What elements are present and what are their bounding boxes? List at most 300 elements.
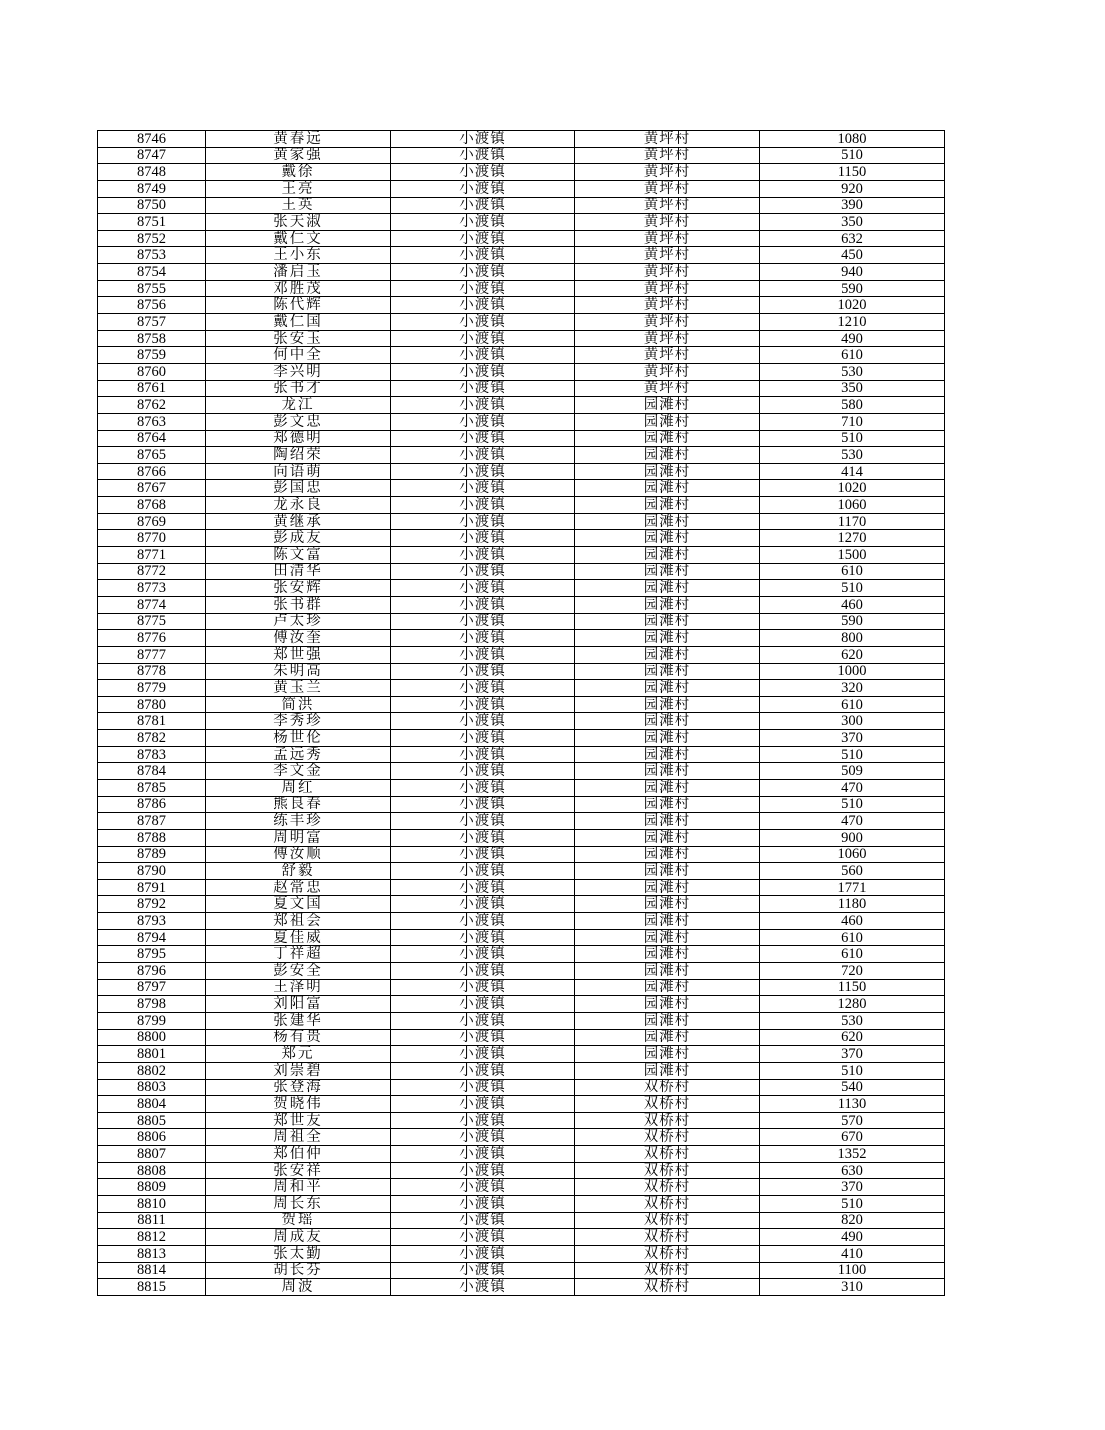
town-cell: 小渡镇 bbox=[391, 563, 575, 580]
person-name-cell: 杨世伦 bbox=[206, 730, 391, 747]
amount-cell: 920 bbox=[760, 180, 945, 197]
record-number-cell: 8789 bbox=[98, 846, 206, 863]
village-cell: 园滩村 bbox=[575, 979, 760, 996]
amount-cell: 610 bbox=[760, 946, 945, 963]
table-row bbox=[98, 197, 945, 214]
record-number-cell: 8792 bbox=[98, 896, 206, 913]
table-row bbox=[98, 680, 945, 697]
village-cell: 园滩村 bbox=[575, 447, 760, 464]
data-table bbox=[97, 130, 945, 1296]
amount-cell: 670 bbox=[760, 1129, 945, 1146]
record-number-cell: 8788 bbox=[98, 829, 206, 846]
amount-cell: 610 bbox=[760, 563, 945, 580]
town-cell: 小渡镇 bbox=[391, 963, 575, 980]
table-row bbox=[98, 1229, 945, 1246]
village-cell: 黄坪村 bbox=[575, 347, 760, 364]
person-name-cell: 夏佳威 bbox=[206, 929, 391, 946]
village-cell: 园滩村 bbox=[575, 1062, 760, 1079]
village-cell: 园滩村 bbox=[575, 779, 760, 796]
amount-cell: 530 bbox=[760, 447, 945, 464]
town-cell: 小渡镇 bbox=[391, 314, 575, 331]
record-number-cell: 8760 bbox=[98, 363, 206, 380]
village-cell: 双桥村 bbox=[575, 1279, 760, 1296]
village-cell: 园滩村 bbox=[575, 763, 760, 780]
record-number-cell: 8806 bbox=[98, 1129, 206, 1146]
table-row bbox=[98, 363, 945, 380]
village-cell: 双桥村 bbox=[575, 1179, 760, 1196]
amount-cell: 610 bbox=[760, 696, 945, 713]
record-number-cell: 8797 bbox=[98, 979, 206, 996]
record-number-cell: 8759 bbox=[98, 347, 206, 364]
person-name-cell: 胡长芬 bbox=[206, 1262, 391, 1279]
town-cell: 小渡镇 bbox=[391, 713, 575, 730]
record-number-cell: 8801 bbox=[98, 1046, 206, 1063]
person-name-cell: 王英 bbox=[206, 197, 391, 214]
record-number-cell: 8774 bbox=[98, 596, 206, 613]
person-name-cell: 李兴明 bbox=[206, 363, 391, 380]
amount-cell: 590 bbox=[760, 280, 945, 297]
person-name-cell: 熊良春 bbox=[206, 796, 391, 813]
amount-cell: 1060 bbox=[760, 846, 945, 863]
table-row bbox=[98, 330, 945, 347]
village-cell: 黄坪村 bbox=[575, 264, 760, 281]
town-cell: 小渡镇 bbox=[391, 1262, 575, 1279]
record-number-cell: 8767 bbox=[98, 480, 206, 497]
village-cell: 园滩村 bbox=[575, 463, 760, 480]
amount-cell: 510 bbox=[760, 580, 945, 597]
person-name-cell: 戴徐 bbox=[206, 164, 391, 181]
amount-cell: 1130 bbox=[760, 1096, 945, 1113]
record-number-cell: 8770 bbox=[98, 530, 206, 547]
record-number-cell: 8808 bbox=[98, 1162, 206, 1179]
person-name-cell: 练丰珍 bbox=[206, 813, 391, 830]
town-cell: 小渡镇 bbox=[391, 280, 575, 297]
record-number-cell: 8809 bbox=[98, 1179, 206, 1196]
amount-cell: 490 bbox=[760, 1229, 945, 1246]
town-cell: 小渡镇 bbox=[391, 863, 575, 880]
person-name-cell: 龙江 bbox=[206, 397, 391, 414]
record-number-cell: 8750 bbox=[98, 197, 206, 214]
record-number-cell: 8761 bbox=[98, 380, 206, 397]
table-row bbox=[98, 796, 945, 813]
town-cell: 小渡镇 bbox=[391, 1229, 575, 1246]
table-row bbox=[98, 1212, 945, 1229]
person-name-cell: 黄家强 bbox=[206, 147, 391, 164]
record-number-cell: 8747 bbox=[98, 147, 206, 164]
person-name-cell: 贺晓伟 bbox=[206, 1096, 391, 1113]
table-row bbox=[98, 413, 945, 430]
village-cell: 园滩村 bbox=[575, 497, 760, 514]
person-name-cell: 舒毅 bbox=[206, 863, 391, 880]
person-name-cell: 李秀珍 bbox=[206, 713, 391, 730]
town-cell: 小渡镇 bbox=[391, 730, 575, 747]
table-body bbox=[98, 131, 945, 1296]
town-cell: 小渡镇 bbox=[391, 363, 575, 380]
record-number-cell: 8781 bbox=[98, 713, 206, 730]
town-cell: 小渡镇 bbox=[391, 580, 575, 597]
record-number-cell: 8756 bbox=[98, 297, 206, 314]
town-cell: 小渡镇 bbox=[391, 946, 575, 963]
table-row bbox=[98, 663, 945, 680]
town-cell: 小渡镇 bbox=[391, 1096, 575, 1113]
town-cell: 小渡镇 bbox=[391, 763, 575, 780]
table-row bbox=[98, 1279, 945, 1296]
table-row bbox=[98, 180, 945, 197]
village-cell: 园滩村 bbox=[575, 580, 760, 597]
town-cell: 小渡镇 bbox=[391, 197, 575, 214]
amount-cell: 350 bbox=[760, 380, 945, 397]
person-name-cell: 丁祥超 bbox=[206, 946, 391, 963]
table-row bbox=[98, 1046, 945, 1063]
table-row bbox=[98, 1196, 945, 1213]
amount-cell: 1352 bbox=[760, 1146, 945, 1163]
amount-cell: 1270 bbox=[760, 530, 945, 547]
record-number-cell: 8790 bbox=[98, 863, 206, 880]
town-cell: 小渡镇 bbox=[391, 447, 575, 464]
record-number-cell: 8795 bbox=[98, 946, 206, 963]
town-cell: 小渡镇 bbox=[391, 463, 575, 480]
town-cell: 小渡镇 bbox=[391, 913, 575, 930]
village-cell: 黄坪村 bbox=[575, 380, 760, 397]
record-number-cell: 8803 bbox=[98, 1079, 206, 1096]
table-row bbox=[98, 1262, 945, 1279]
amount-cell: 1150 bbox=[760, 164, 945, 181]
record-number-cell: 8785 bbox=[98, 779, 206, 796]
village-cell: 园滩村 bbox=[575, 596, 760, 613]
town-cell: 小渡镇 bbox=[391, 1029, 575, 1046]
record-number-cell: 8814 bbox=[98, 1262, 206, 1279]
amount-cell: 710 bbox=[760, 413, 945, 430]
amount-cell: 450 bbox=[760, 247, 945, 264]
village-cell: 黄坪村 bbox=[575, 180, 760, 197]
person-name-cell: 傅汝奎 bbox=[206, 630, 391, 647]
record-number-cell: 8800 bbox=[98, 1029, 206, 1046]
table-row bbox=[98, 563, 945, 580]
table-row bbox=[98, 879, 945, 896]
person-name-cell: 张太勤 bbox=[206, 1245, 391, 1262]
amount-cell: 540 bbox=[760, 1079, 945, 1096]
record-number-cell: 8764 bbox=[98, 430, 206, 447]
person-name-cell: 张书群 bbox=[206, 596, 391, 613]
person-name-cell: 潘启玉 bbox=[206, 264, 391, 281]
table-row bbox=[98, 1146, 945, 1163]
town-cell: 小渡镇 bbox=[391, 1179, 575, 1196]
person-name-cell: 张安玉 bbox=[206, 330, 391, 347]
person-name-cell: 刘阳富 bbox=[206, 996, 391, 1013]
town-cell: 小渡镇 bbox=[391, 979, 575, 996]
town-cell: 小渡镇 bbox=[391, 813, 575, 830]
village-cell: 园滩村 bbox=[575, 1012, 760, 1029]
person-name-cell: 傅汝顺 bbox=[206, 846, 391, 863]
amount-cell: 350 bbox=[760, 214, 945, 231]
person-name-cell: 郑伯仲 bbox=[206, 1146, 391, 1163]
village-cell: 双桥村 bbox=[575, 1212, 760, 1229]
record-number-cell: 8763 bbox=[98, 413, 206, 430]
record-number-cell: 8791 bbox=[98, 879, 206, 896]
amount-cell: 610 bbox=[760, 347, 945, 364]
village-cell: 园滩村 bbox=[575, 1029, 760, 1046]
village-cell: 双桥村 bbox=[575, 1112, 760, 1129]
record-number-cell: 8796 bbox=[98, 963, 206, 980]
village-cell: 园滩村 bbox=[575, 513, 760, 530]
amount-cell: 530 bbox=[760, 363, 945, 380]
person-name-cell: 黄继承 bbox=[206, 513, 391, 530]
village-cell: 双桥村 bbox=[575, 1196, 760, 1213]
village-cell: 园滩村 bbox=[575, 646, 760, 663]
town-cell: 小渡镇 bbox=[391, 1129, 575, 1146]
person-name-cell: 周长东 bbox=[206, 1196, 391, 1213]
table-row bbox=[98, 763, 945, 780]
record-number-cell: 8771 bbox=[98, 547, 206, 564]
person-name-cell: 朱明高 bbox=[206, 663, 391, 680]
table-row bbox=[98, 230, 945, 247]
town-cell: 小渡镇 bbox=[391, 1212, 575, 1229]
town-cell: 小渡镇 bbox=[391, 1196, 575, 1213]
table-row bbox=[98, 1245, 945, 1262]
amount-cell: 580 bbox=[760, 397, 945, 414]
table-row bbox=[98, 397, 945, 414]
person-name-cell: 田清华 bbox=[206, 563, 391, 580]
record-number-cell: 8787 bbox=[98, 813, 206, 830]
amount-cell: 800 bbox=[760, 630, 945, 647]
amount-cell: 1210 bbox=[760, 314, 945, 331]
amount-cell: 460 bbox=[760, 913, 945, 930]
person-name-cell: 张书才 bbox=[206, 380, 391, 397]
village-cell: 双桥村 bbox=[575, 1079, 760, 1096]
person-name-cell: 戴仁文 bbox=[206, 230, 391, 247]
person-name-cell: 周祖全 bbox=[206, 1129, 391, 1146]
record-number-cell: 8782 bbox=[98, 730, 206, 747]
table-row bbox=[98, 713, 945, 730]
amount-cell: 940 bbox=[760, 264, 945, 281]
amount-cell: 510 bbox=[760, 796, 945, 813]
table-row bbox=[98, 963, 945, 980]
record-number-cell: 8753 bbox=[98, 247, 206, 264]
table-row bbox=[98, 996, 945, 1013]
record-number-cell: 8751 bbox=[98, 214, 206, 231]
record-number-cell: 8776 bbox=[98, 630, 206, 647]
village-cell: 园滩村 bbox=[575, 630, 760, 647]
village-cell: 园滩村 bbox=[575, 796, 760, 813]
town-cell: 小渡镇 bbox=[391, 147, 575, 164]
table-row bbox=[98, 131, 945, 148]
record-number-cell: 8757 bbox=[98, 314, 206, 331]
amount-cell: 530 bbox=[760, 1012, 945, 1029]
record-number-cell: 8804 bbox=[98, 1096, 206, 1113]
town-cell: 小渡镇 bbox=[391, 630, 575, 647]
amount-cell: 1080 bbox=[760, 131, 945, 148]
record-number-cell: 8815 bbox=[98, 1279, 206, 1296]
amount-cell: 590 bbox=[760, 613, 945, 630]
table-row bbox=[98, 463, 945, 480]
village-cell: 双桥村 bbox=[575, 1262, 760, 1279]
record-number-cell: 8799 bbox=[98, 1012, 206, 1029]
table-row bbox=[98, 513, 945, 530]
person-name-cell: 郑德明 bbox=[206, 430, 391, 447]
record-number-cell: 8749 bbox=[98, 180, 206, 197]
village-cell: 黄坪村 bbox=[575, 314, 760, 331]
record-number-cell: 8772 bbox=[98, 563, 206, 580]
village-cell: 黄坪村 bbox=[575, 297, 760, 314]
record-number-cell: 8775 bbox=[98, 613, 206, 630]
table-row bbox=[98, 1129, 945, 1146]
amount-cell: 1020 bbox=[760, 297, 945, 314]
village-cell: 园滩村 bbox=[575, 846, 760, 863]
amount-cell: 610 bbox=[760, 929, 945, 946]
record-number-cell: 8765 bbox=[98, 447, 206, 464]
amount-cell: 460 bbox=[760, 596, 945, 613]
town-cell: 小渡镇 bbox=[391, 896, 575, 913]
record-number-cell: 8758 bbox=[98, 330, 206, 347]
record-number-cell: 8773 bbox=[98, 580, 206, 597]
town-cell: 小渡镇 bbox=[391, 996, 575, 1013]
record-number-cell: 8811 bbox=[98, 1212, 206, 1229]
person-name-cell: 郑祖会 bbox=[206, 913, 391, 930]
person-name-cell: 陶绍荣 bbox=[206, 447, 391, 464]
table-row bbox=[98, 530, 945, 547]
table-row bbox=[98, 846, 945, 863]
table-row bbox=[98, 264, 945, 281]
village-cell: 园滩村 bbox=[575, 746, 760, 763]
person-name-cell: 周波 bbox=[206, 1279, 391, 1296]
village-cell: 黄坪村 bbox=[575, 280, 760, 297]
amount-cell: 490 bbox=[760, 330, 945, 347]
village-cell: 园滩村 bbox=[575, 563, 760, 580]
village-cell: 黄坪村 bbox=[575, 197, 760, 214]
town-cell: 小渡镇 bbox=[391, 247, 575, 264]
record-number-cell: 8754 bbox=[98, 264, 206, 281]
record-number-cell: 8783 bbox=[98, 746, 206, 763]
person-name-cell: 向语萌 bbox=[206, 463, 391, 480]
village-cell: 园滩村 bbox=[575, 946, 760, 963]
person-name-cell: 张建华 bbox=[206, 1012, 391, 1029]
record-number-cell: 8780 bbox=[98, 696, 206, 713]
person-name-cell: 戴仁国 bbox=[206, 314, 391, 331]
person-name-cell: 彭文忠 bbox=[206, 413, 391, 430]
village-cell: 黄坪村 bbox=[575, 164, 760, 181]
person-name-cell: 刘崇碧 bbox=[206, 1062, 391, 1079]
record-number-cell: 8779 bbox=[98, 680, 206, 697]
table-row bbox=[98, 1029, 945, 1046]
table-row bbox=[98, 596, 945, 613]
village-cell: 园滩村 bbox=[575, 696, 760, 713]
table-row bbox=[98, 746, 945, 763]
village-cell: 园滩村 bbox=[575, 1046, 760, 1063]
town-cell: 小渡镇 bbox=[391, 480, 575, 497]
table-row bbox=[98, 314, 945, 331]
town-cell: 小渡镇 bbox=[391, 413, 575, 430]
town-cell: 小渡镇 bbox=[391, 1279, 575, 1296]
amount-cell: 370 bbox=[760, 1046, 945, 1063]
village-cell: 黄坪村 bbox=[575, 214, 760, 231]
record-number-cell: 8784 bbox=[98, 763, 206, 780]
town-cell: 小渡镇 bbox=[391, 879, 575, 896]
village-cell: 园滩村 bbox=[575, 813, 760, 830]
amount-cell: 509 bbox=[760, 763, 945, 780]
village-cell: 黄坪村 bbox=[575, 330, 760, 347]
town-cell: 小渡镇 bbox=[391, 397, 575, 414]
town-cell: 小渡镇 bbox=[391, 1079, 575, 1096]
record-number-cell: 8777 bbox=[98, 646, 206, 663]
person-name-cell: 赵常忠 bbox=[206, 879, 391, 896]
amount-cell: 1500 bbox=[760, 547, 945, 564]
person-name-cell: 张安辉 bbox=[206, 580, 391, 597]
table-row bbox=[98, 164, 945, 181]
town-cell: 小渡镇 bbox=[391, 380, 575, 397]
village-cell: 黄坪村 bbox=[575, 230, 760, 247]
village-cell: 园滩村 bbox=[575, 413, 760, 430]
village-cell: 园滩村 bbox=[575, 863, 760, 880]
person-name-cell: 简洪 bbox=[206, 696, 391, 713]
village-cell: 黄坪村 bbox=[575, 247, 760, 264]
amount-cell: 1020 bbox=[760, 480, 945, 497]
table-row bbox=[98, 430, 945, 447]
table-row bbox=[98, 630, 945, 647]
table-row bbox=[98, 380, 945, 397]
table-row bbox=[98, 580, 945, 597]
record-number-cell: 8755 bbox=[98, 280, 206, 297]
amount-cell: 510 bbox=[760, 1196, 945, 1213]
village-cell: 园滩村 bbox=[575, 680, 760, 697]
amount-cell: 310 bbox=[760, 1279, 945, 1296]
town-cell: 小渡镇 bbox=[391, 297, 575, 314]
person-name-cell: 张天淑 bbox=[206, 214, 391, 231]
amount-cell: 1180 bbox=[760, 896, 945, 913]
town-cell: 小渡镇 bbox=[391, 230, 575, 247]
amount-cell: 620 bbox=[760, 646, 945, 663]
record-number-cell: 8802 bbox=[98, 1062, 206, 1079]
amount-cell: 820 bbox=[760, 1212, 945, 1229]
record-number-cell: 8793 bbox=[98, 913, 206, 930]
record-number-cell: 8766 bbox=[98, 463, 206, 480]
table-row bbox=[98, 480, 945, 497]
table-row bbox=[98, 929, 945, 946]
record-number-cell: 8794 bbox=[98, 929, 206, 946]
amount-cell: 720 bbox=[760, 963, 945, 980]
town-cell: 小渡镇 bbox=[391, 1012, 575, 1029]
person-name-cell: 郑世友 bbox=[206, 1112, 391, 1129]
person-name-cell: 彭安全 bbox=[206, 963, 391, 980]
town-cell: 小渡镇 bbox=[391, 1245, 575, 1262]
record-number-cell: 8769 bbox=[98, 513, 206, 530]
person-name-cell: 王泽明 bbox=[206, 979, 391, 996]
amount-cell: 510 bbox=[760, 746, 945, 763]
person-name-cell: 周和平 bbox=[206, 1179, 391, 1196]
town-cell: 小渡镇 bbox=[391, 779, 575, 796]
record-number-cell: 8813 bbox=[98, 1245, 206, 1262]
town-cell: 小渡镇 bbox=[391, 1162, 575, 1179]
town-cell: 小渡镇 bbox=[391, 646, 575, 663]
person-name-cell: 周明富 bbox=[206, 829, 391, 846]
amount-cell: 470 bbox=[760, 779, 945, 796]
table-row bbox=[98, 896, 945, 913]
table-row bbox=[98, 547, 945, 564]
town-cell: 小渡镇 bbox=[391, 596, 575, 613]
person-name-cell: 黄春远 bbox=[206, 131, 391, 148]
person-name-cell: 王亮 bbox=[206, 180, 391, 197]
town-cell: 小渡镇 bbox=[391, 131, 575, 148]
person-name-cell: 张登海 bbox=[206, 1079, 391, 1096]
record-number-cell: 8805 bbox=[98, 1112, 206, 1129]
village-cell: 园滩村 bbox=[575, 547, 760, 564]
amount-cell: 1100 bbox=[760, 1262, 945, 1279]
village-cell: 双桥村 bbox=[575, 1096, 760, 1113]
amount-cell: 1150 bbox=[760, 979, 945, 996]
table-row bbox=[98, 297, 945, 314]
amount-cell: 560 bbox=[760, 863, 945, 880]
village-cell: 园滩村 bbox=[575, 613, 760, 630]
amount-cell: 1170 bbox=[760, 513, 945, 530]
